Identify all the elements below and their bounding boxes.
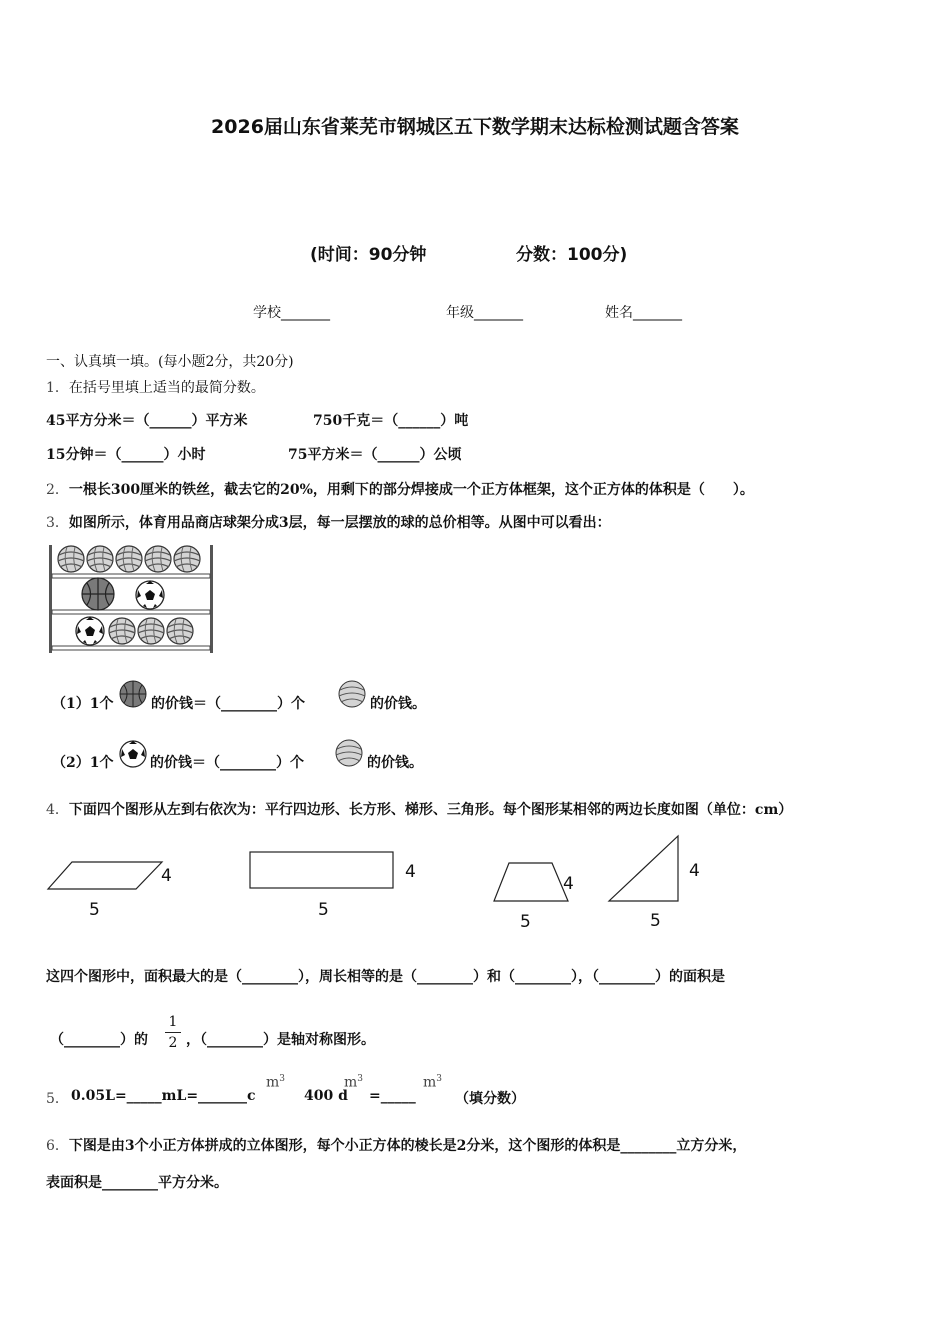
q5-line (46, 1088, 69, 1108)
q1-text: 在括号里填上适当的最简分数。 (68, 380, 265, 396)
q1-number: 1． (46, 380, 69, 396)
volleyball-icon (337, 679, 367, 709)
soccer-ball-icon (76, 617, 104, 645)
school-field[interactable]: 学校_______ (253, 305, 330, 321)
q3-sub1 (52, 693, 113, 713)
q6-line2: 表面积是________平方分米。 (46, 1175, 228, 1191)
q4-answer-line2b: ，（________）是轴对称图形。 (186, 1032, 375, 1048)
grade-field[interactable]: 年级_______ (446, 305, 523, 321)
basketball-icon (118, 679, 148, 709)
trapezoid-base-label: 5 (520, 912, 531, 932)
q4-answer-line2a: （________）的 (50, 1032, 148, 1048)
exam-score: 分数：100分) (516, 245, 628, 265)
q4-number: 4． (46, 802, 69, 818)
volleyball-icon (174, 546, 200, 572)
rectangle-figure (249, 851, 395, 891)
q1-stem (46, 377, 265, 397)
rack-shelf-1 (52, 574, 210, 578)
volleyball-icon (58, 546, 84, 572)
rack-post-left (49, 545, 52, 653)
q1-line2a: 15分钟＝（______）小时 (46, 447, 206, 463)
q5-part1: 0.05L=_____mL=_______c (71, 1088, 256, 1104)
q6-text1: 下图是由3个小正方体拼成的立体图形，每个小正方体的棱长是2分米，这个图形的体积是________立方分米， (68, 1138, 747, 1154)
soccer-ball-icon (136, 581, 164, 609)
q5-unit-2: $m^3$ (344, 1074, 364, 1091)
volleyball-icon (138, 618, 164, 644)
q5-number: 5． (46, 1091, 69, 1107)
q5-eq: =_____ (369, 1088, 416, 1104)
q5-unit-1: $m^3$ (266, 1074, 286, 1091)
rack-shelf-3 (52, 646, 210, 650)
parallelogram-base-label: 5 (89, 900, 100, 920)
q5-part2: 400 d (304, 1088, 348, 1104)
q6-number: 6． (46, 1138, 69, 1154)
volleyball-icon (116, 546, 142, 572)
q4-stem (46, 799, 792, 819)
parallelogram-side-label: 4 (161, 866, 172, 886)
volleyball-icon (87, 546, 113, 572)
q3-sub2-mid: 的价钱＝（________）个 (150, 755, 304, 771)
q5-unit-3: $m^3$ (423, 1074, 443, 1091)
q3-sub1-mid: 的价钱＝（________）个 (151, 696, 305, 712)
volleyball-icon (109, 618, 135, 644)
triangle-figure (607, 834, 683, 904)
name-field[interactable]: 姓名_______ (605, 305, 682, 321)
q5-note: （填分数） (455, 1091, 525, 1107)
rack-shelf-2 (52, 610, 210, 614)
page-title: 2026届山东省莱芜市钢城区五下数学期末达标检测试题含答案 (211, 116, 739, 138)
ball-rack-figure (47, 543, 215, 655)
soccer-ball-icon (118, 739, 148, 769)
fraction-numerator: 1 (168, 1014, 178, 1030)
q2-text: 一根长300厘米的铁丝，截去它的20%，用剩下的部分焊接成一个正方体框架，这个正方体的体积是（ ）。 (68, 482, 754, 498)
trapezoid-side-label: 4 (563, 874, 574, 894)
q3-sub1-prefix: （1）1个 (52, 696, 114, 712)
q1-line2b: 75平方米＝（______）公顷 (288, 447, 462, 463)
q4-fraction (165, 1013, 181, 1052)
fraction-denominator: 2 (168, 1035, 178, 1051)
q3-sub2-suffix: 的价钱。 (367, 755, 423, 771)
triangle-side-label: 4 (689, 861, 700, 881)
q3-text: 如图所示，体育用品商店球架分成3层，每一层摆放的球的总价相等。从图中可以看出： (68, 515, 611, 531)
q2-stem (46, 479, 754, 499)
volleyball-icon (145, 546, 171, 572)
exam-time: (时间：90分钟 (310, 245, 427, 265)
rack-post-right (210, 545, 213, 653)
rectangle-base-label: 5 (318, 900, 329, 920)
q3-stem (46, 512, 611, 532)
section-heading: 一、认真填一填。(每小题2分，共20分) (46, 354, 294, 370)
q6-line1 (46, 1135, 746, 1155)
volleyball-icon (167, 618, 193, 644)
q3-number: 3． (46, 515, 69, 531)
rectangle-side-label: 4 (405, 862, 416, 882)
q3-sub2-prefix: （2）1个 (52, 755, 114, 771)
basketball-icon (82, 578, 114, 610)
volleyball-icon (334, 738, 364, 768)
triangle-base-label: 5 (650, 911, 661, 931)
q3-sub2 (52, 752, 113, 772)
q4-text: 下面四个图形从左到右依次为：平行四边形、长方形、梯形、三角形。每个图形某相邻的两边长度如图（单位：cm） (68, 802, 793, 818)
trapezoid-figure (492, 861, 574, 905)
q4-answer-line1: 这四个图形中，面积最大的是（________），周长相等的是（________）和（________），（________）的面积是 (46, 969, 725, 985)
q2-number: 2． (46, 482, 69, 498)
q1-line1b: 750千克＝（______）吨 (313, 413, 469, 429)
q3-sub1-suffix: 的价钱。 (370, 696, 426, 712)
q1-line1a: 45平方分米＝（______）平方米 (46, 413, 248, 429)
